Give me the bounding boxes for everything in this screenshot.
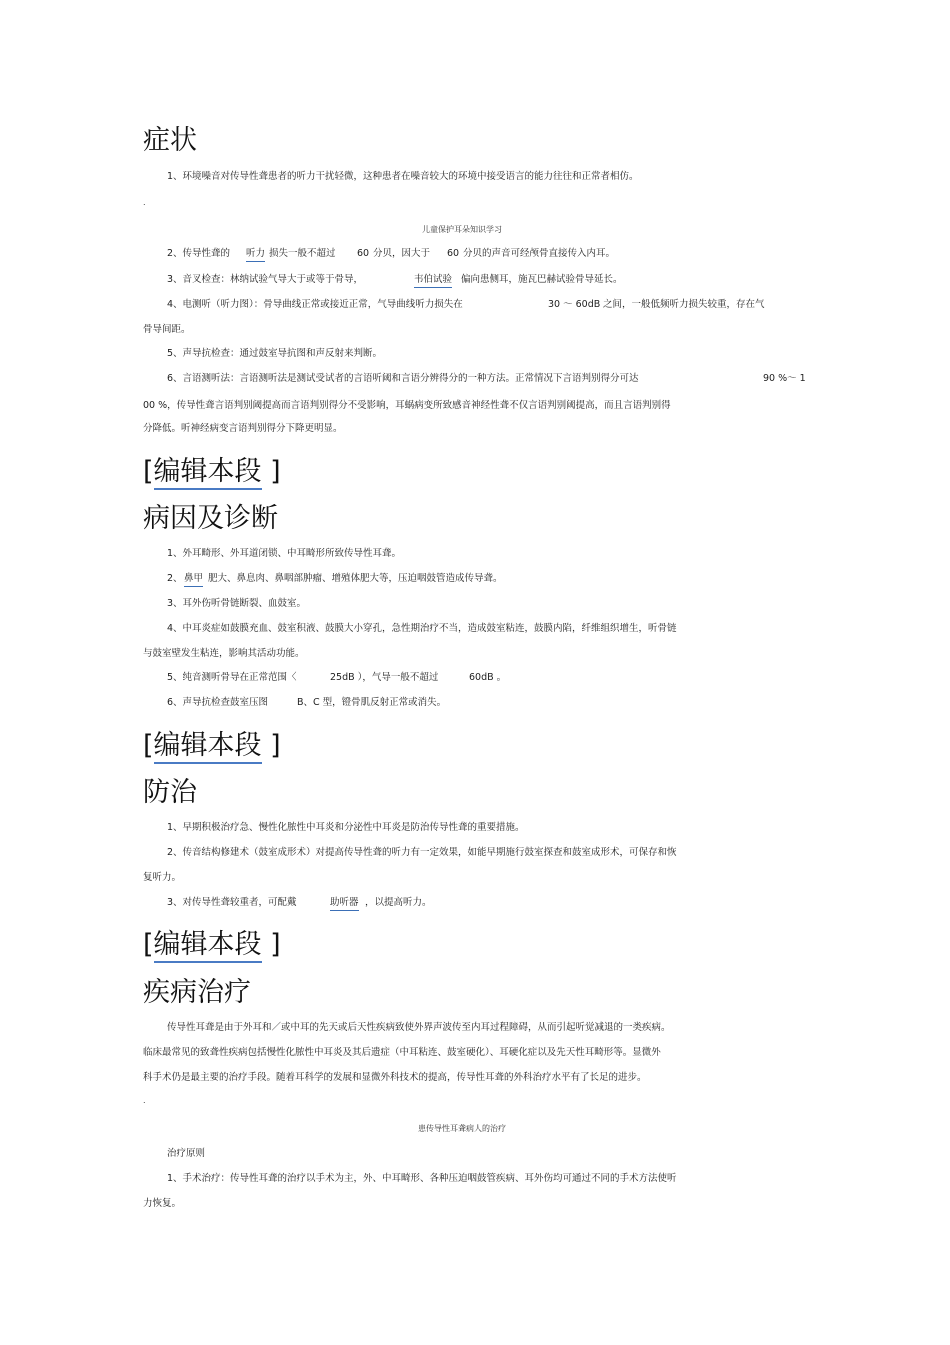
symptoms-p4-range: 30 ～ 60dB: [548, 299, 601, 310]
edit-section-link[interactable]: [143, 457, 281, 487]
causes-p4-text: 4、中耳炎症如鼓膜充血、鼓室积液、鼓膜大小穿孔，急性期治疗不当，造成鼓室粘连，鼓膜内陷，纤维组织增生，听骨链: [167, 623, 677, 634]
heading-treatment: 疾病治疗: [143, 977, 251, 1008]
prevention-p3-text: 3、对传导性聋较重者，可配戴: [167, 897, 297, 908]
causes-paragraph-1: 1、外耳畸形、外耳道闭锁、中耳畸形所致传导性耳聋。: [167, 548, 402, 559]
hearing-aid-link[interactable]: 助听器: [330, 897, 359, 911]
symptoms-p2-text: 分贝，因大于: [373, 248, 431, 259]
treatment-p2-text: 1、手术治疗：传导性耳聋的治疗以手术为主，外、中耳畸形、各种压迫咽鼓管疾病、耳外伤均可通过不同的手术方法使听: [167, 1173, 677, 1184]
causes-p2-text: 2、: [167, 573, 183, 584]
prevention-paragraph-1: 1、早期积极治疗急、慢性化脓性中耳炎和分泌性中耳炎是防治传导性聋的重要措施。: [167, 822, 525, 833]
symptoms-p2-text: 损失一般不超过: [269, 248, 336, 259]
prevention-p2-cont: 复听力。: [143, 872, 182, 883]
edit-section-link[interactable]: [143, 731, 281, 761]
symptoms-p6-cont: 00 %，传导性聋言语判别阈提高而言语判别得分不受影响，耳蜗病变所致感音神经性聋不仅言语判别阈提高，而且言语判别得: [143, 400, 671, 411]
hearing-link[interactable]: 听力: [246, 248, 265, 262]
symptoms-paragraph-1: 1、环境噪音对传导性聋患者的听力干扰轻微，这种患者在噪音较大的环境中接受语言的能力往往和正常者相仿。: [167, 171, 639, 182]
edit-section-label[interactable]: 编辑本段: [154, 929, 262, 963]
symptoms-paragraph-5: 5、声导抗检查：通过鼓室导抗图和声反射来判断。: [167, 348, 383, 359]
symptoms-p4-cont: 骨导间距。: [143, 324, 191, 335]
image-caption: 患传导性耳聋病人的治疗: [418, 1124, 506, 1133]
stray-dot: .: [143, 1096, 146, 1105]
prevention-p2-text: 2、传音结构修建术（鼓室成形术）对提高传导性聋的听力有一定效果，如能早期施行鼓室探查和鼓室成形术，可保存和恢: [167, 847, 677, 858]
edit-bracket-close: ]: [270, 456, 281, 487]
causes-paragraph-3: 3、耳外伤听骨链断裂、血鼓室。: [167, 598, 307, 609]
treatment-p2-cont: 力恢复。: [143, 1198, 182, 1209]
heading-causes: 病因及诊断: [143, 503, 278, 534]
symptoms-p6-value: 90 %～ 1: [763, 373, 806, 384]
image-caption: 儿童保护耳朵知识学习: [422, 225, 502, 234]
symptoms-p6-text: 6、言语测听法：言语测听法是测试受试者的言语听阈和言语分辨得分的一种方法。正常情况下言语判别得分可达: [167, 373, 639, 384]
causes-p6-text: B、C 型，镫骨肌反射正常或消失。: [297, 697, 447, 708]
symptoms-p4-text: 之间，一般低频听力损失较重，存在气: [603, 299, 765, 310]
treatment-subtitle: 治疗原则: [167, 1148, 206, 1159]
prevention-p3-text: ，以提高听力。: [365, 897, 432, 908]
symptoms-p4-text: 4、电测听（听力图）：骨导曲线正常或接近正常，气导曲线听力损失在: [167, 299, 463, 310]
heading-symptoms: 症状: [143, 125, 197, 156]
edit-bracket-close: ]: [270, 929, 281, 960]
causes-p6-text: 6、声导抗检查鼓室压图: [167, 697, 269, 708]
edit-bracket-open: [: [143, 929, 154, 960]
stray-dot: .: [143, 198, 146, 207]
causes-p5-text: 5、纯音测听骨导在正常范围〈: [167, 672, 297, 683]
causes-p2-text: 肥大、鼻息肉、鼻咽部肿瘤、增殖体肥大等，压迫咽鼓管造成传导聋。: [208, 573, 503, 584]
symptoms-p2-number: 60: [357, 248, 370, 259]
edit-section-link[interactable]: [143, 930, 281, 960]
symptoms-p2-text: 分贝的声音可经颅骨直接传入内耳。: [463, 248, 616, 259]
weber-test-link[interactable]: 韦伯试验: [414, 274, 452, 288]
symptoms-p2-text: 2、传导性聋的: [167, 248, 231, 259]
treatment-p1-text: 传导性耳聋是由于外耳和／或中耳的先天或后天性疾病致使外界声波传至内耳过程障碍，从而引起听觉减退的一类疾病。: [167, 1022, 671, 1033]
treatment-p1-cont: 科手术仍是最主要的治疗手段。随着耳科学的发展和显微外科技术的提高，传导性耳聋的外科治疗水平有了长足的进步。: [143, 1072, 647, 1083]
treatment-p1-cont: 临床最常见的致聋性疾病包括慢性化脓性中耳炎及其后遗症（中耳粘连、鼓室硬化）、耳硬化症以及先天性耳畸形等。显微外: [143, 1047, 661, 1058]
edit-section-label[interactable]: 编辑本段: [154, 456, 262, 490]
edit-bracket-open: [: [143, 730, 154, 761]
causes-p5-text: 25dB ），气导一般不超过: [330, 672, 439, 683]
edit-section-label[interactable]: 编辑本段: [154, 730, 262, 764]
turbinate-link[interactable]: 鼻甲: [184, 573, 203, 587]
edit-bracket-open: [: [143, 456, 154, 487]
edit-bracket-close: ]: [270, 730, 281, 761]
heading-prevention: 防治: [143, 777, 197, 808]
symptoms-p3-text: 3、音叉检查：林纳试验气导大于或等于骨导，: [167, 274, 364, 285]
symptoms-p2-number: 60: [447, 248, 460, 259]
causes-p4-cont: 与鼓室壁发生粘连，影响其活动功能。: [143, 648, 305, 659]
symptoms-p6-cont: 分降低。听神经病变言语判别得分下降更明显。: [143, 423, 343, 434]
symptoms-p3-text: 偏向患侧耳，施瓦巴赫试验骨导延长。: [461, 274, 623, 285]
causes-p5-value: 60dB 。: [469, 672, 507, 683]
